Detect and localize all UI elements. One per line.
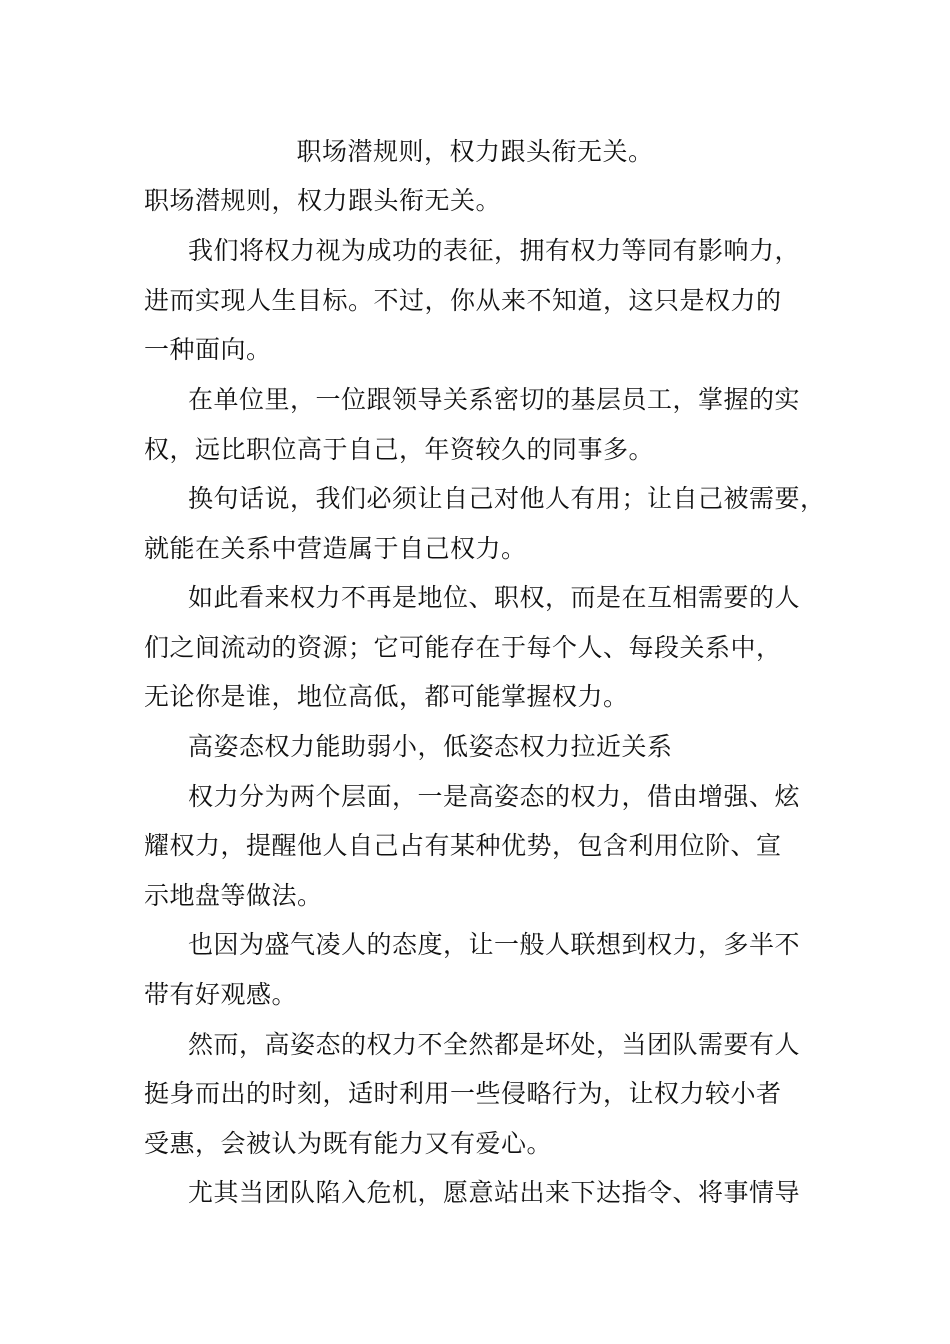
- text-line: 然而，高姿态的权力不全然都是坏处，当团队需要有人: [188, 1030, 801, 1059]
- text-line: 尤其当团队陷入危机，愿意站出来下达指令、将事情导: [188, 1178, 801, 1207]
- text-line: 也因为盛气凌人的态度，让一般人联想到权力，多半不: [188, 930, 801, 959]
- text-line: 就能在关系中营造属于自己权力。: [144, 534, 527, 563]
- text-line: 耀权力，提醒他人自己占有某种优势，包含利用位阶、宣: [144, 831, 782, 860]
- text-line: 如此看来权力不再是地位、职权，而是在互相需要的人: [188, 583, 801, 612]
- text-line: 无论你是谁，地位高低，都可能掌握权力。: [144, 682, 629, 711]
- text-line: 我们将权力视为成功的表征，拥有权力等同有影响力，: [188, 236, 801, 265]
- section-heading: 高姿态权力能助弱小，低姿态权力拉近关系: [188, 732, 673, 761]
- text-line: 一种面向。: [144, 335, 272, 364]
- text-line: 受惠，会被认为既有能力又有爱心。: [144, 1129, 553, 1158]
- text-line: 带有好观感。: [144, 980, 298, 1009]
- text-line: 权力分为两个层面，一是高姿态的权力，借由增强、炫: [188, 782, 801, 811]
- text-line: 挺身而出的时刻，适时利用一些侵略行为，让权力较小者: [144, 1079, 782, 1108]
- text-line: 示地盘等做法。: [144, 881, 323, 910]
- text-line: 权，远比职位高于自己，年资较久的同事多。: [144, 435, 655, 464]
- text-line: 换句话说，我们必须让自己对他人有用；让自己被需要，: [188, 484, 826, 513]
- text-line: 们之间流动的资源；它可能存在于每个人、每段关系中，: [144, 633, 782, 662]
- text-line: 职场潜规则，权力跟头衔无关。: [144, 186, 502, 215]
- text-line: 在单位里，一位跟领导关系密切的基层员工，掌握的实: [188, 385, 801, 414]
- document-title: 职场潜规则，权力跟头衔无关。: [296, 137, 654, 166]
- text-line: 进而实现人生目标。不过，你从来不知道，这只是权力的: [144, 286, 782, 315]
